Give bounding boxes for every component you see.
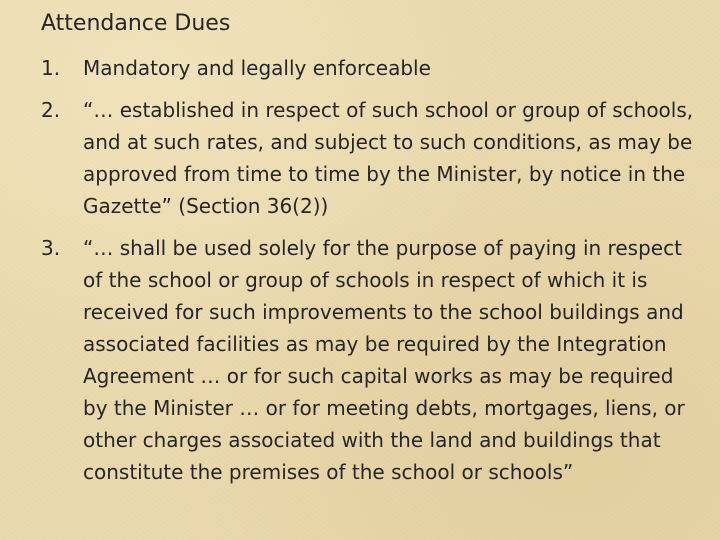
list-item [41, 232, 701, 488]
list-item-number: 1. [41, 56, 61, 80]
numbered-list [41, 52, 701, 498]
list-item-text: “… shall be used solely for the purpose of paying in respect of the school or group of schools in respect of which it is received for such improvements to the school buildings and associated facilities as may be required by the Integration Agreement … or for such capital works as may be required by the Minister … or for meeting debts, mortgages, liens, or other charges associated with the land and buildings that constitute the premises of the school or schools” [83, 236, 685, 484]
list-item-number: 3. [41, 236, 61, 260]
slide-title: Attendance Dues [41, 11, 231, 36]
list-item [41, 52, 701, 84]
list-item [41, 94, 701, 222]
list-item-number: 2. [41, 98, 61, 122]
list-item-text: Mandatory and legally enforceable [83, 56, 431, 80]
list-item-text: “… established in respect of such school or group of schools, and at such rates, and subject to such conditions, as may be approved from time to time by the Minister, by notice in the Gazette” (Section 36(2)) [83, 98, 694, 218]
